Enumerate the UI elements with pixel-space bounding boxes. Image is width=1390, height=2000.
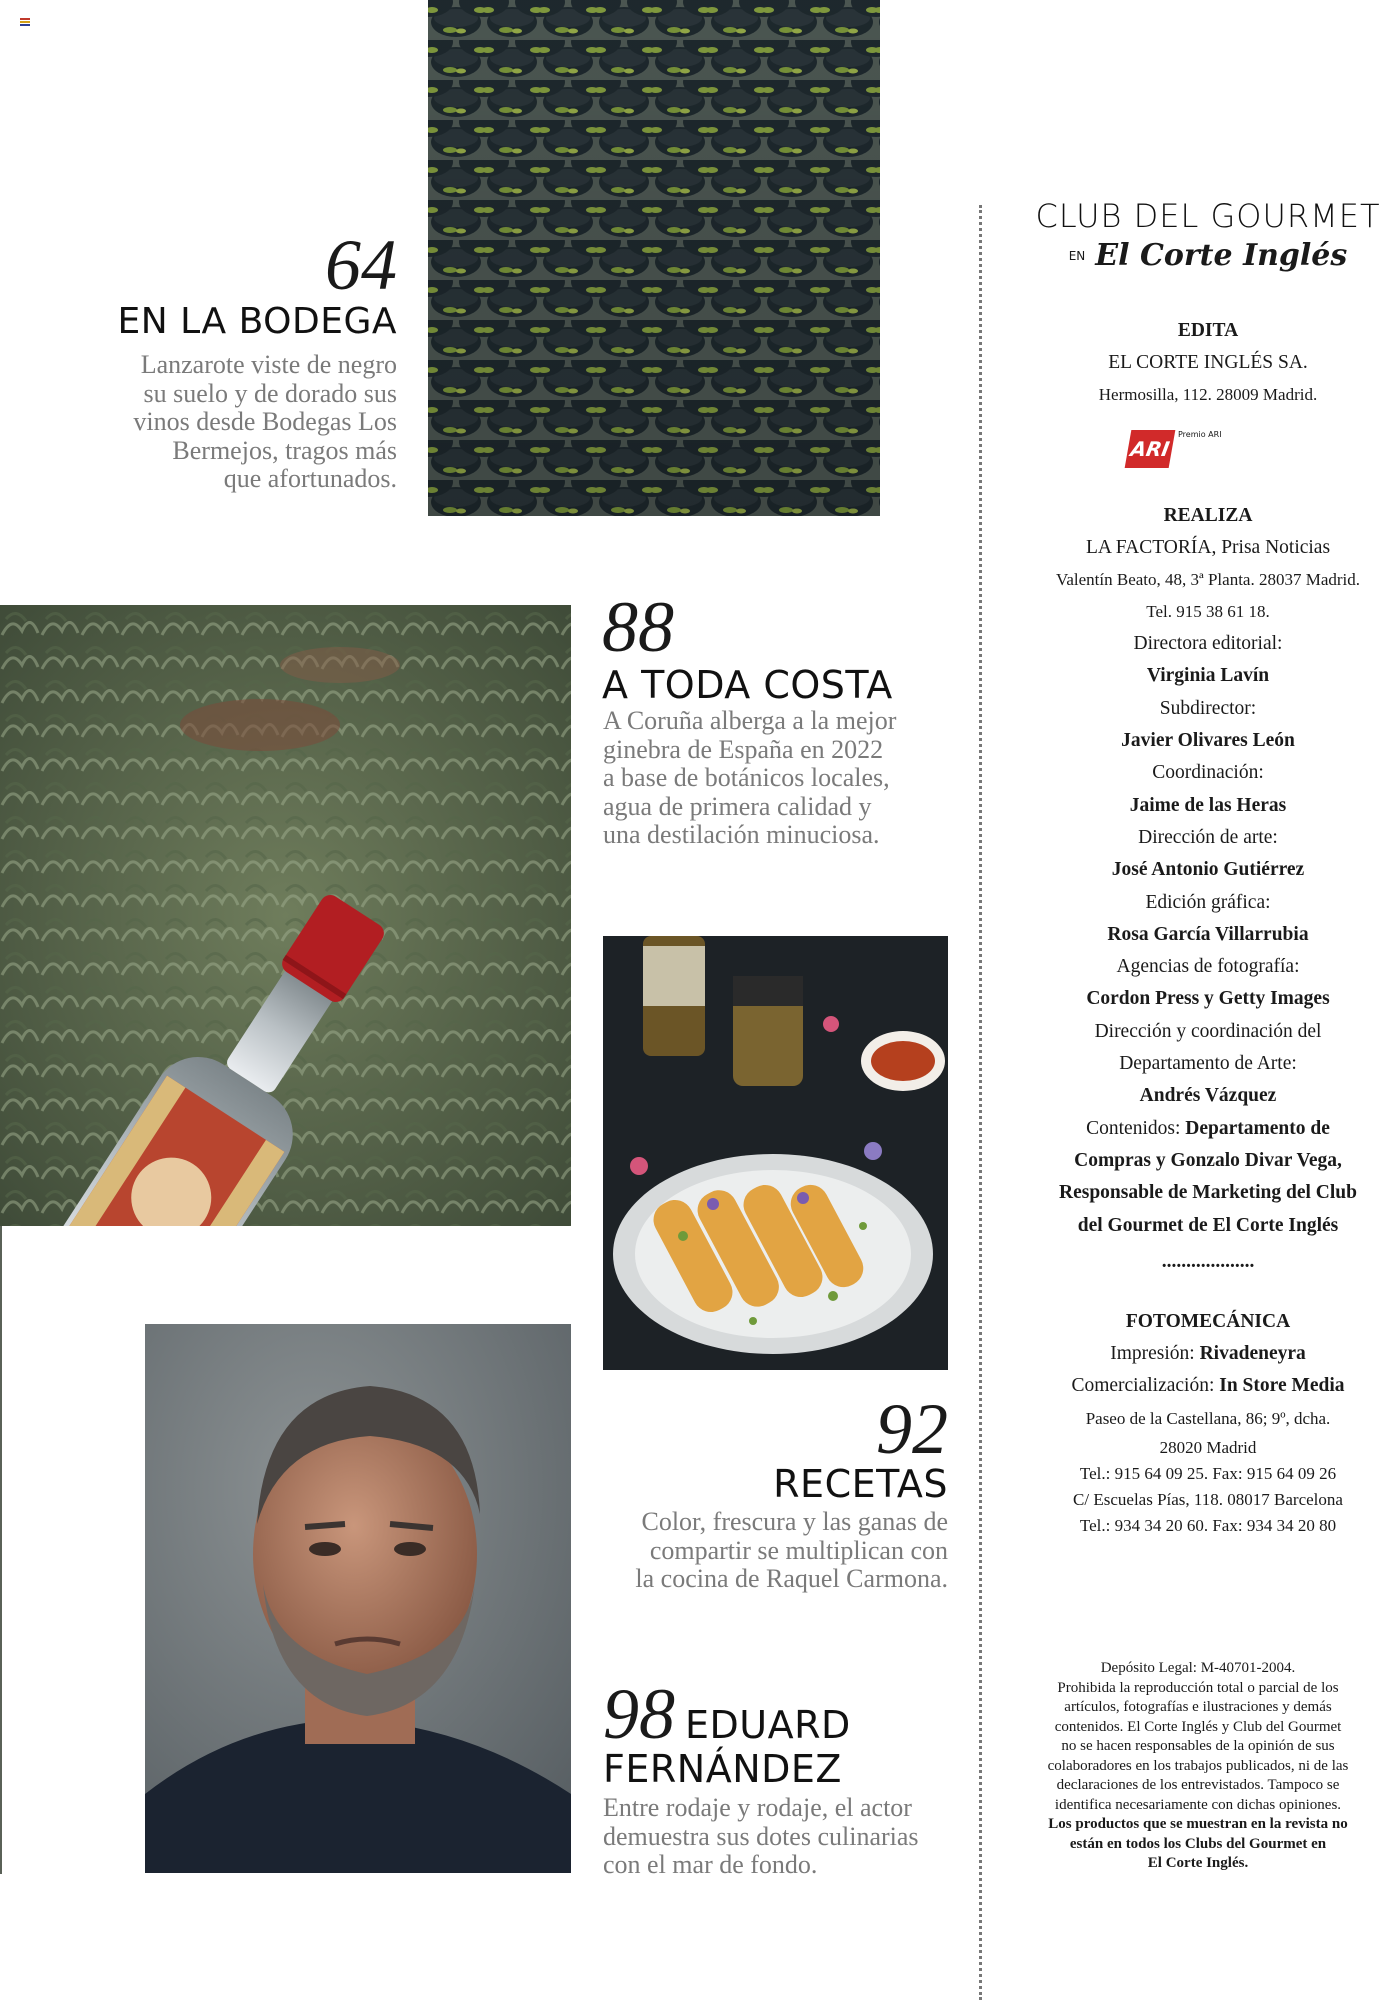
credit-name: Virginia Lavín [1146,665,1270,687]
article-98-number: 98 [603,1674,675,1754]
corner-flag-icon [20,18,30,26]
ari-logo-icon: ARI [1125,430,1176,468]
address-line: Tel.: 934 34 20 60. Fax: 934 34 20 80 [1079,1515,1337,1535]
masthead [1012,196,1390,1539]
article-98-title-line1: EDUARD [685,1703,851,1747]
dept-role: Dirección y coordinación del [1094,1020,1322,1042]
realiza-tel: Tel. 915 38 61 18. [1146,602,1270,622]
credit-role: Agencias de fotografía: [1116,956,1300,978]
edita-heading: EDITA [1177,320,1239,341]
article-98-title-line2: FERNÁNDEZ [603,1747,842,1791]
fotomecanica-heading: FOTOMECÁNICA [1125,1310,1291,1332]
club-del-gourmet-logo: CLUB DEL GOURMET EN El Corte Inglés [1035,197,1381,273]
article-88-summary: A Coruña alberga a la mejor ginebra de España en 2022 a base de botánicos locales, agua de primera calidad y una destilación minuciosa. [603,706,897,849]
gin-bottle-photo [0,605,571,1226]
realiza-company: LA FACTORÍA, Prisa Noticias [1085,536,1331,558]
vineyard-photo [428,0,880,516]
recipe-photo [603,936,948,1370]
edita-company: EL CORTE INGLÉS SA. [1108,352,1308,374]
article-92-number: 92 [876,1389,948,1469]
article-64-title: EN LA BODEGA [117,301,397,342]
address-line: C/ Escuelas Pías, 118. 08017 Barcelona [1073,1489,1343,1509]
article-64-summary: Lanzarote viste de negro su suelo y de dorado sus vinos desde Bodegas Los Bermejos, tragos más que afortunados. [133,350,397,493]
comercializacion-line: Comercialización: In Store Media [1071,1375,1345,1397]
article-88-number: 88 [602,587,674,667]
contenidos-line: Responsable de Marketing del Club [1059,1182,1357,1204]
realiza-address: Valentín Beato, 48, 3ª Planta. 28037 Madrid. [1055,570,1361,590]
realiza-heading: REALIZA [1163,504,1253,526]
contenidos-line: Contenidos: Departamento de [1086,1117,1330,1139]
credit-name: José Antonio Gutiérrez [1111,859,1305,881]
credit-name: Rosa García Villarrubia [1107,923,1309,945]
article-92-summary: Color, frescura y las ganas de compartir se multiplican con la cocina de Raquel Carmona. [635,1507,948,1593]
article-92-title: RECETAS [773,1462,948,1506]
separator-dots: ................... [1161,1250,1255,1272]
credit-name: Cordon Press y Getty Images [1086,988,1330,1010]
left-edge-rule [0,1226,2,1874]
premio-ari-badge: ARI Premio ARI [1012,410,1390,480]
credit-role: Edición gráfica: [1145,891,1271,913]
credit-role: Subdirector: [1159,697,1257,719]
article-88-title: A TODA COSTA [602,663,893,707]
impresion-line: Impresión: Rivadeneyra [1110,1343,1306,1365]
address-line: Tel.: 915 64 09 25. Fax: 915 64 09 26 [1079,1463,1337,1483]
portrait-photo [145,1324,571,1873]
credit-role: Coordinación: [1152,762,1264,784]
dept-role: Departamento de Arte: [1119,1053,1297,1075]
article-98-summary: Entre rodaje y rodaje, el actor demuestra sus dotes culinarias con el mar de fondo. [603,1793,919,1879]
address-line: Paseo de la Castellana, 86; 9º, dcha. [1085,1408,1331,1428]
dept-name: Andrés Vázquez [1139,1085,1277,1107]
address-line: 28020 Madrid [1159,1437,1257,1457]
legal-notice: Depósito Legal: M-40701-2004. Prohibida la reproducción total o parcial de los artículos, fotografías e ilustraciones y demás contenidos. El Corte Inglés y Club del Gourmet no se hacen responsables de la opinión de sus colaboradores en los trabajos publicados, ni de las declaraciones de los entrevistados. Tampoco se identifica necesariamente con dichas opiniones. Los productos que se muestran en la revista no están en todos los Clubs del Gourmet en El Corte Inglés. [1047,1660,1349,1871]
article-98-heading [603,1674,851,1754]
article-64-number: 64 [325,225,397,305]
credit-name: Jaime de las Heras [1129,794,1287,816]
contenidos-line: del Gourmet de El Corte Inglés [1077,1214,1339,1236]
credit-name: Javier Olivares León [1121,730,1295,752]
edita-address: Hermosilla, 112. 28009 Madrid. [1098,384,1318,404]
credit-role: Dirección de arte: [1138,826,1278,848]
credit-role: Directora editorial: [1133,633,1283,655]
contenidos-line: Compras y Gonzalo Divar Vega, [1074,1149,1342,1171]
column-divider [979,205,982,2000]
